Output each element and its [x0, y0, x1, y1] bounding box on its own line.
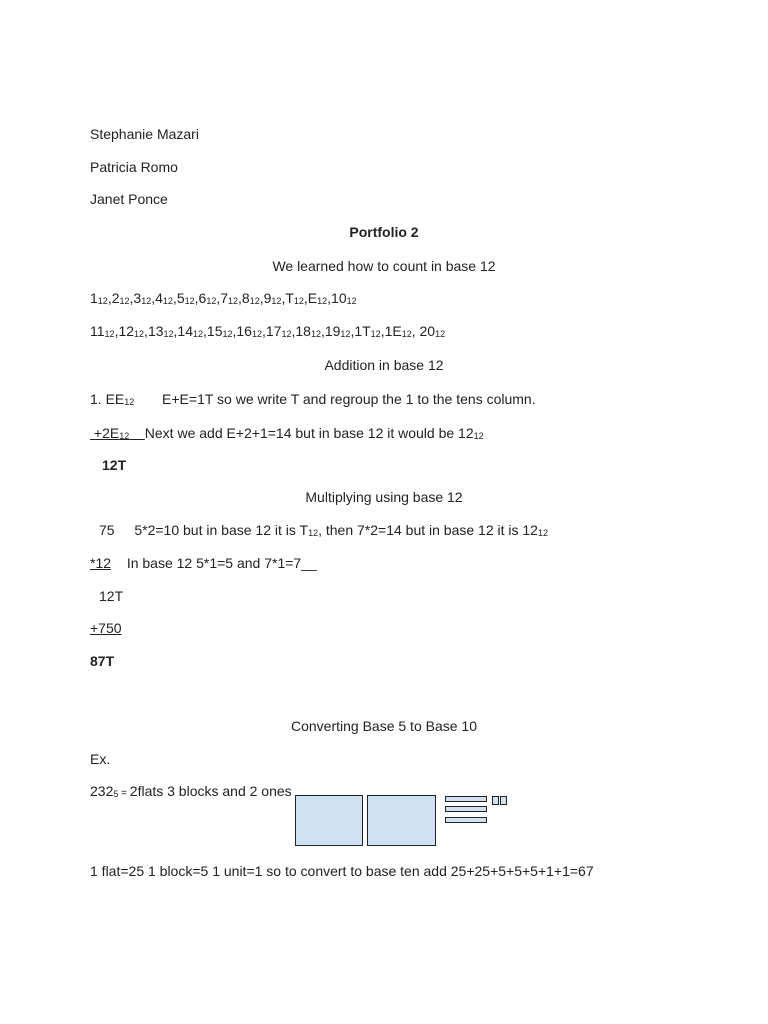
separator: , — [203, 323, 207, 339]
count-number: 19 — [324, 323, 341, 339]
base-subscript: 12 — [134, 329, 145, 339]
count-number: 1E — [384, 323, 402, 339]
multiply-line-1: 75 5*2=10 but in base 12 it is $T_{12}$, then 7*2=14 but in base 12 it is $12_{12}$ — [99, 522, 548, 538]
count-number: 13 — [147, 323, 164, 339]
partial-product-1: 12T — [99, 588, 124, 604]
count-number: 10 — [331, 290, 347, 306]
base-subscript: 12 — [119, 296, 130, 306]
page-title: Portfolio 2 — [349, 224, 419, 240]
addend-1: 1. EE — [90, 391, 125, 407]
long-block — [445, 817, 487, 823]
intro-text: We learned how to count in base 12 — [272, 258, 496, 274]
count-number: T — [285, 290, 294, 306]
count-number: 4 — [155, 290, 163, 306]
count-number: 16 — [236, 323, 252, 339]
base-subscript: 12 — [401, 329, 412, 339]
base-subscript: 12 — [370, 329, 381, 339]
separator: , — [259, 290, 264, 306]
multiply-heading: Multiplying using base 12 — [305, 489, 463, 505]
count-number: 9 — [263, 290, 272, 306]
addition-explanation-1: E+E=1T so we write T and regroup the 1 to the tens column. — [162, 391, 536, 407]
separator: , — [216, 290, 221, 306]
count-number: 14 — [177, 323, 193, 339]
base-subscript: 12 — [184, 296, 195, 306]
author-name: Janet Ponce — [90, 191, 168, 207]
base-subscript: 12 — [281, 329, 292, 339]
count-number: 1T — [354, 323, 371, 339]
count-number: 1 — [90, 290, 98, 306]
separator: , — [173, 323, 178, 339]
separator: , — [232, 323, 237, 339]
separator: , — [327, 290, 332, 306]
base-subscript: 12 — [97, 296, 108, 306]
author-name: Patricia Romo — [90, 159, 178, 175]
count-number: 17 — [265, 323, 282, 339]
separator: , — [194, 290, 199, 306]
base-subscript: 12 — [251, 329, 262, 339]
base-subscript: 12 — [473, 431, 484, 441]
count-number: 15 — [206, 323, 223, 339]
example-label: Ex. — [90, 751, 111, 767]
separator: , — [411, 323, 416, 339]
count-sequence-2 — [90, 323, 445, 339]
convert-explanation: 1 flat=25 1 block=5 1 unit=1 so to convert to base ten add 25+25+5+5+5+1+1=67 — [90, 863, 594, 879]
base-subscript: 12 — [228, 296, 239, 306]
separator: , — [144, 323, 148, 339]
base-subscript: 12 — [293, 296, 304, 306]
separator: , — [350, 323, 355, 339]
count-number: E — [307, 290, 318, 306]
base-subscript: 12 — [193, 329, 204, 339]
separator: , — [291, 323, 296, 339]
base-subscript: 12 — [310, 329, 321, 339]
long-block — [445, 806, 487, 812]
base-subscript: 12 — [317, 296, 328, 306]
count-number: 5 — [176, 290, 185, 306]
separator: , — [281, 290, 286, 306]
base-subscript: 12 — [271, 296, 282, 306]
base-subscript: 12 — [346, 296, 357, 306]
count-sequence-1 — [90, 290, 357, 306]
flat-block — [367, 795, 436, 846]
base-subscript: 12 — [162, 296, 173, 306]
flat-block — [295, 795, 363, 846]
count-number: 7 — [220, 290, 229, 306]
separator: , — [172, 290, 177, 306]
count-number: 3 — [133, 290, 142, 306]
base-subscript: 12 — [163, 329, 174, 339]
base-subscript: 12 — [104, 329, 115, 339]
addend-2: $+2E_{12}$ — [90, 425, 130, 441]
base-subscript: 12 — [435, 329, 446, 339]
addition-line-1 — [90, 391, 536, 407]
count-number: 6 — [198, 290, 207, 306]
multiply-line-2: *12 In base 12 5*1=5 and 7*1=7__ — [90, 555, 317, 571]
multiplicand: 75 — [99, 522, 115, 538]
addition-result: 12T — [102, 457, 127, 473]
base-subscript: 12 — [340, 329, 351, 339]
multiply-result: 87T — [90, 653, 115, 669]
long-block — [445, 796, 487, 802]
count-number: 18 — [295, 323, 311, 339]
separator: , — [320, 323, 325, 339]
base-subscript: 12 — [141, 296, 152, 306]
separator: , — [151, 290, 156, 306]
count-number: 8 — [241, 290, 250, 306]
base-subscript: 12 — [222, 329, 233, 339]
separator: , — [303, 290, 308, 306]
separator: , — [380, 323, 385, 339]
base5-number: 232 — [90, 783, 114, 799]
count-number: 11 — [90, 323, 105, 339]
unit-block — [500, 796, 507, 805]
addition-line-2 — [90, 425, 484, 441]
separator: , — [107, 290, 112, 306]
separator: , — [129, 290, 134, 306]
addition-heading: Addition in base 12 — [324, 357, 444, 373]
base-subscript: 12 — [124, 397, 135, 407]
base-subscript: 12 — [206, 296, 217, 306]
base-subscript: 12 — [249, 296, 260, 306]
convert-example: $232_5$ = 2flats 3 blocks and 2 ones — [90, 783, 292, 799]
separator: , — [261, 323, 266, 339]
multiply-explanation-2: In base 12 5*1=5 and 7*1=7 — [126, 555, 302, 571]
unit-block — [492, 796, 499, 805]
author-name: Stephanie Mazari — [90, 126, 199, 142]
partial-product-2: +750 — [90, 620, 122, 636]
convert-heading: Converting Base 5 to Base 10 — [290, 718, 477, 734]
count-number: 20 — [415, 323, 436, 339]
multiply-explanation-1: 5*2=10 but in base 12 it is T — [134, 522, 309, 538]
addition-explanation-2: Next we add E+2+1=14 but in base 12 it would be 12 — [144, 425, 474, 441]
separator: , — [238, 290, 242, 306]
count-number: 12 — [118, 323, 135, 339]
count-number: 2 — [111, 290, 120, 306]
convert-description: 2flats 3 blocks and 2 ones — [129, 783, 292, 799]
separator: , — [114, 323, 119, 339]
multiplier: *12 — [90, 555, 112, 571]
